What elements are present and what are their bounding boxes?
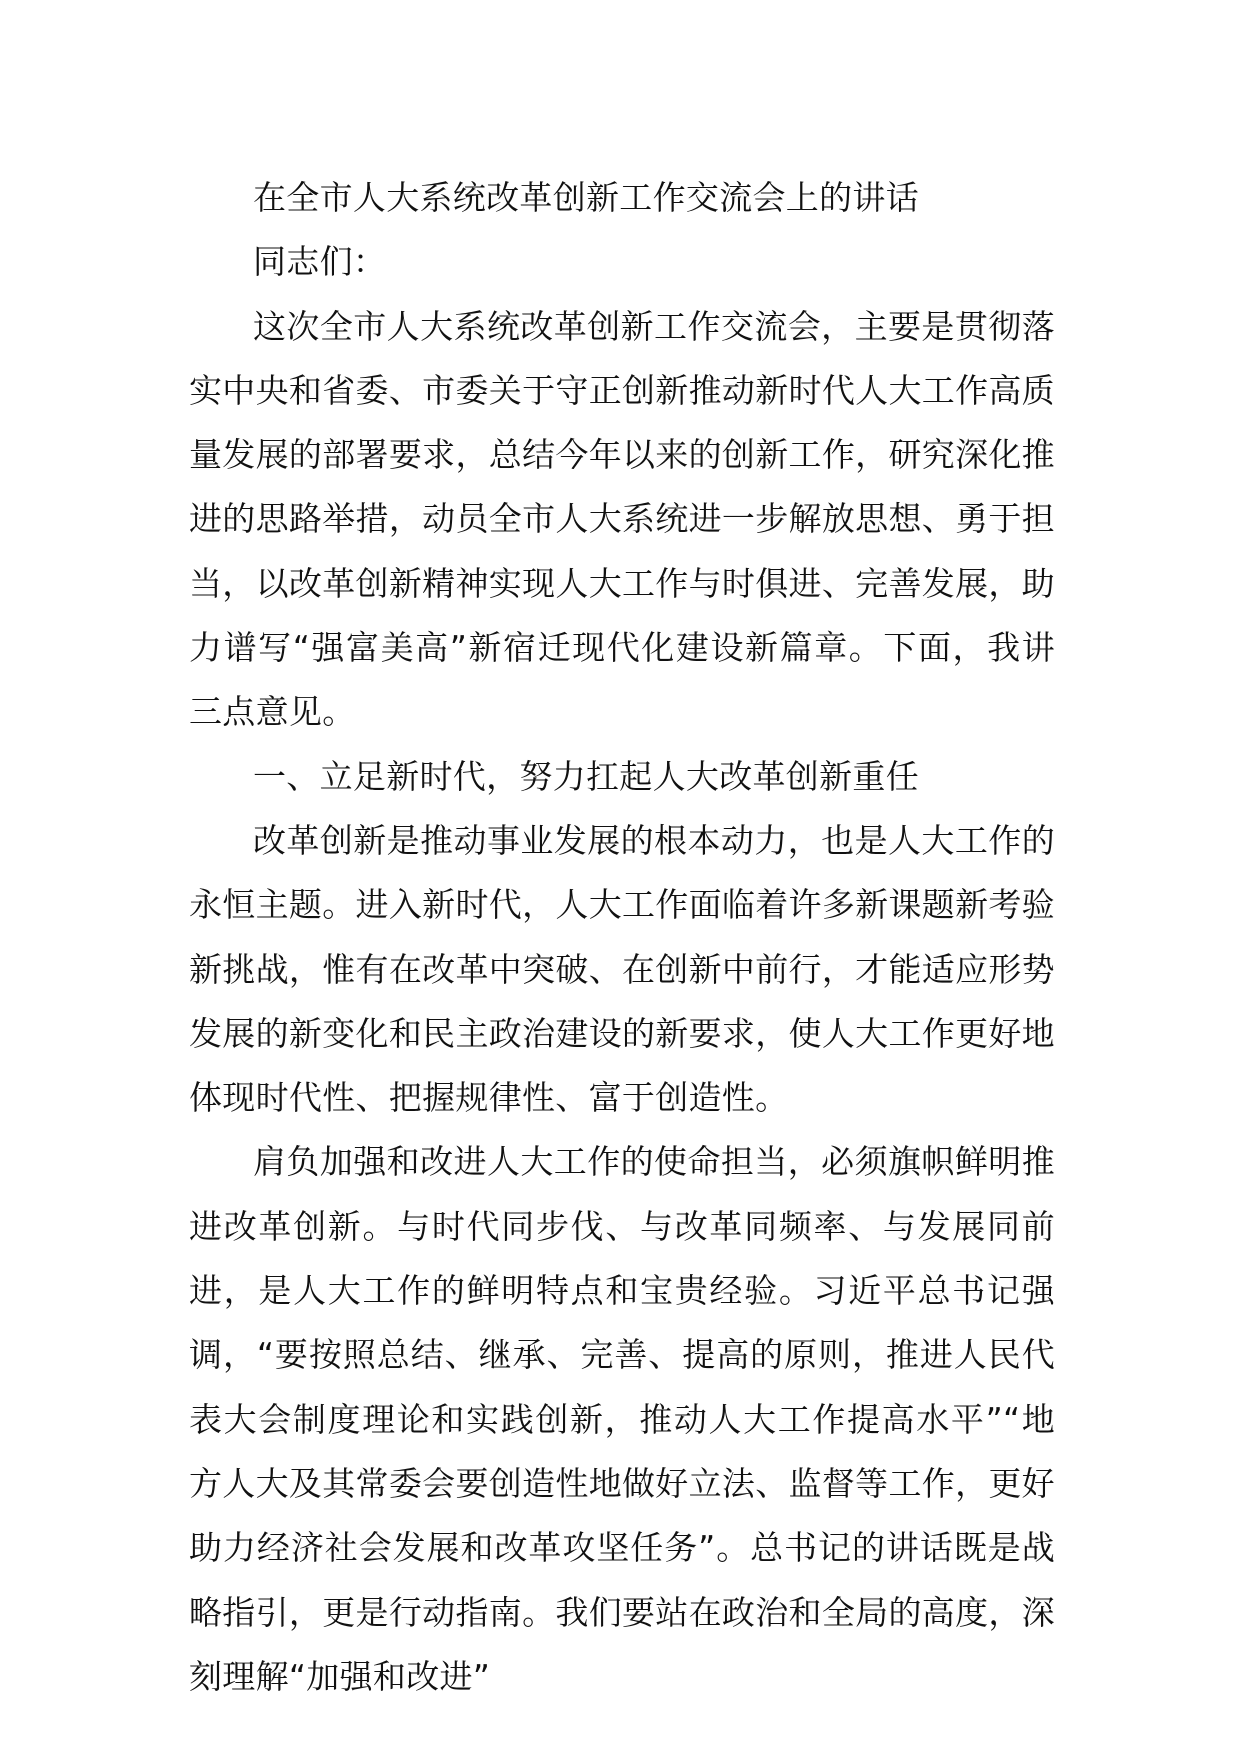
section-paragraph-2: 肩负加强和改进人大工作的使命担当，必须旗帜鲜明推进改革创新。与时代同步伐、与改革同频率、与发展同前进，是人大工作的鲜明特点和宝贵经验。习近平总书记强调，“要按照总结、继承、完善、提高的原则，推进人民代表大会制度理论和实践创新，推动人大工作提高水平”“地方人大及其常委会要创造性地做好立法、监督等工作，更好助力经济社会发展和改革攻坚任务”。总书记的讲话既是战略指引，更是行动指南。我们要站在政治和全局的高度，深刻理解“加强和改进” bbox=[189, 1142, 1055, 1696]
salutation: 同志们： bbox=[253, 242, 387, 282]
document-body bbox=[189, 166, 1055, 1709]
intro-paragraph: 这次全市人大系统改革创新工作交流会，主要是贯彻落实中央和省委、市委关于守正创新推动新时代人大工作高质量发展的部署要求，总结今年以来的创新工作，研究深化推进的思路举措，动员全市人大系统进一步解放思想、勇于担当，以改革创新精神实现人大工作与时俱进、完善发展，助力谱写“强富美高”新宿迁现代化建设新篇章。下面，我讲三点意见。 bbox=[189, 306, 1055, 732]
section-paragraph-1: 改革创新是推动事业发展的根本动力，也是人大工作的永恒主题。进入新时代，人大工作面临着许多新课题新考验新挑战，惟有在改革中突破、在创新中前行，才能适应形势发展的新变化和民主政治建设的新要求，使人大工作更好地体现时代性、把握规律性、富于创造性。 bbox=[189, 820, 1055, 1118]
section-heading: 一、立足新时代，努力扛起人大改革创新重任 bbox=[253, 756, 919, 796]
document-title: 在全市人大系统改革创新工作交流会上的讲话 bbox=[253, 178, 919, 217]
